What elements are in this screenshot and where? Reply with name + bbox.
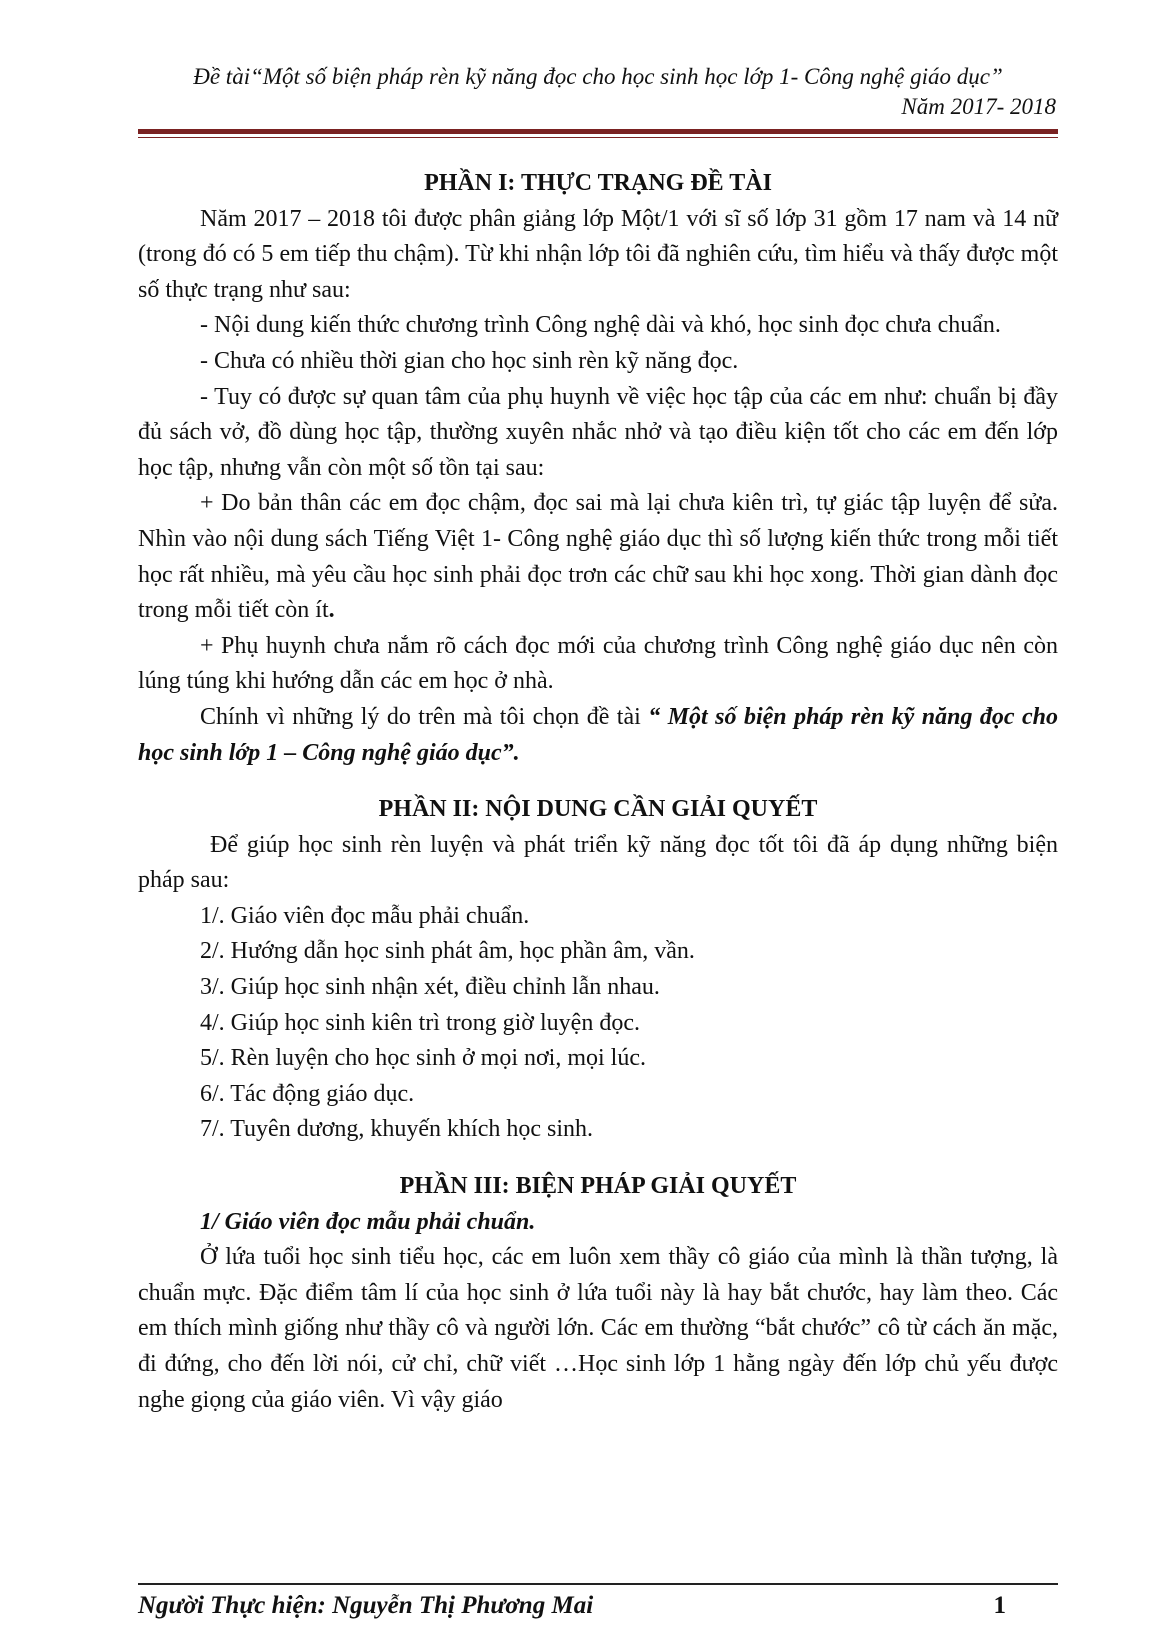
part1-paragraph-7-lead: Chính vì những lý do trên mà tôi chọn đề tài [200, 703, 649, 730]
part1-paragraph-1: Năm 2017 – 2018 tôi được phân giảng lớp Một/1 với sĩ số lớp 31 gồm 17 nam và 14 nữ (trong đó có 5 em tiếp thu chậm). Từ khi nhận lớp tôi đã nghiên cứu, tìm hiểu và thấy được một số thực trạng như sau: [138, 205, 1058, 303]
page-footer [138, 1590, 1058, 1622]
part1-paragraph-5-text: + Do bản thân các em đọc chậm, đọc sai mà lại chưa kiên trì, tự giác tập luyện để sửa. Nhìn vào nội dung sách Tiếng Việt 1- Công nghệ giáo dục thì số lượng kiến thức trong mỗi tiết học rất nhiều, mà yêu cầu học sinh phải đọc trơn các chữ sau khi học xong. Thời gian dành đọc trong mỗi tiết còn ít [138, 490, 1058, 624]
topic-title: “ Một số biện pháp rèn kỹ năng đọc cho học sinh lớp 1 – Công nghệ giáo dục”. [138, 703, 1059, 766]
page-number: 1 [993, 1592, 1006, 1619]
part1-paragraph-6: + Phụ huynh chưa nắm rõ cách đọc mới của chương trình Công nghệ giáo dục nên còn lúng túng khi hướng dẫn các em học ở nhà. [138, 632, 1058, 695]
measure-item-6: 6/. Tác động giáo dục. [200, 1080, 415, 1107]
part1-paragraph-4: - Tuy có được sự quan tâm của phụ huynh về việc học tập của các em như: chuẩn bị đầy đủ sách vở, đồ dùng học tập, thường xuyên nhắc nhở và tạo điều kiện tốt cho các em đến lớp học tập, nhưng vẫn còn một số tồn tại sau: [138, 383, 1058, 481]
measure-item-3: 3/. Giúp học sinh nhận xét, điều chỉnh lẫn nhau. [200, 974, 660, 1001]
part3-subheading: 1/ Giáo viên đọc mẫu phải chuẩn. [200, 1208, 536, 1235]
part3-heading: PHẦN III: BIỆN PHÁP GIẢI QUYẾT [399, 1173, 797, 1200]
part1-paragraph-3: - Chưa có nhiều thời gian cho học sinh rèn kỹ năng đọc. [200, 347, 739, 374]
measure-item-4: 4/. Giúp học sinh kiên trì trong giờ luyện đọc. [200, 1009, 640, 1036]
part1-heading: PHẦN I: THỰC TRẠNG ĐỀ TÀI [424, 170, 772, 196]
part2-intro: Để giúp học sinh rèn luyện và phát triển kỹ năng đọc tốt tôi đã áp dụng những biện pháp sau: [138, 831, 1058, 894]
part3-paragraph-1: Ở lứa tuổi học sinh tiểu học, các em luôn xem thầy cô giáo của mình là thần tượng, là chuẩn mực. Đặc điểm tâm lí của học sinh ở lứa tuổi này là hay bắt chước, hay làm theo. Các em thích mình giống như thầy cô và người lớn. Các em thường “bắt chước” cô từ cách ăn mặc, đi đứng, cho đến lời nói, cử chỉ, chữ viết …Học sinh lớp 1 hằng ngày đến lớp chủ yếu được nghe giọng của giáo viên. Vì vậy giáo [138, 1244, 1058, 1413]
measure-item-1: 1/. Giáo viên đọc mẫu phải chuẩn. [200, 902, 530, 929]
part1-paragraph-7 [138, 700, 1058, 771]
footer-author: Người Thực hiện: Nguyễn Thị Phương Mai [138, 1592, 594, 1619]
measure-item-7: 7/. Tuyên dương, khuyến khích học sinh. [200, 1116, 594, 1143]
part1-paragraph-2: - Nội dung kiến thức chương trình Công nghệ dài và khó, học sinh đọc chưa chuẩn. [200, 312, 1001, 339]
footer-rule [138, 1583, 1058, 1585]
measure-item-5: 5/. Rèn luyện cho học sinh ở mọi nơi, mọi lúc. [200, 1045, 647, 1072]
part1-paragraph-5 [138, 486, 1058, 628]
measure-item-2: 2/. Hướng dẫn học sinh phát âm, học phần âm, vần. [200, 938, 695, 965]
page-header [138, 62, 1058, 122]
part2-heading: PHẦN II: NỘI DUNG CẦN GIẢI QUYẾT [378, 796, 818, 823]
measures-list [138, 899, 1058, 1148]
header-title: Đề tài“Một số biện pháp rèn kỹ năng đọc cho học sinh học lớp 1- Công nghệ giáo dục” [193, 64, 1003, 89]
header-year: Năm 2017- 2018 [901, 94, 1056, 119]
part1-paragraph-5-end: . [328, 597, 335, 624]
header-rule-thick [138, 129, 1058, 134]
header-rule-thin [138, 137, 1058, 138]
document-body [138, 166, 1058, 1418]
